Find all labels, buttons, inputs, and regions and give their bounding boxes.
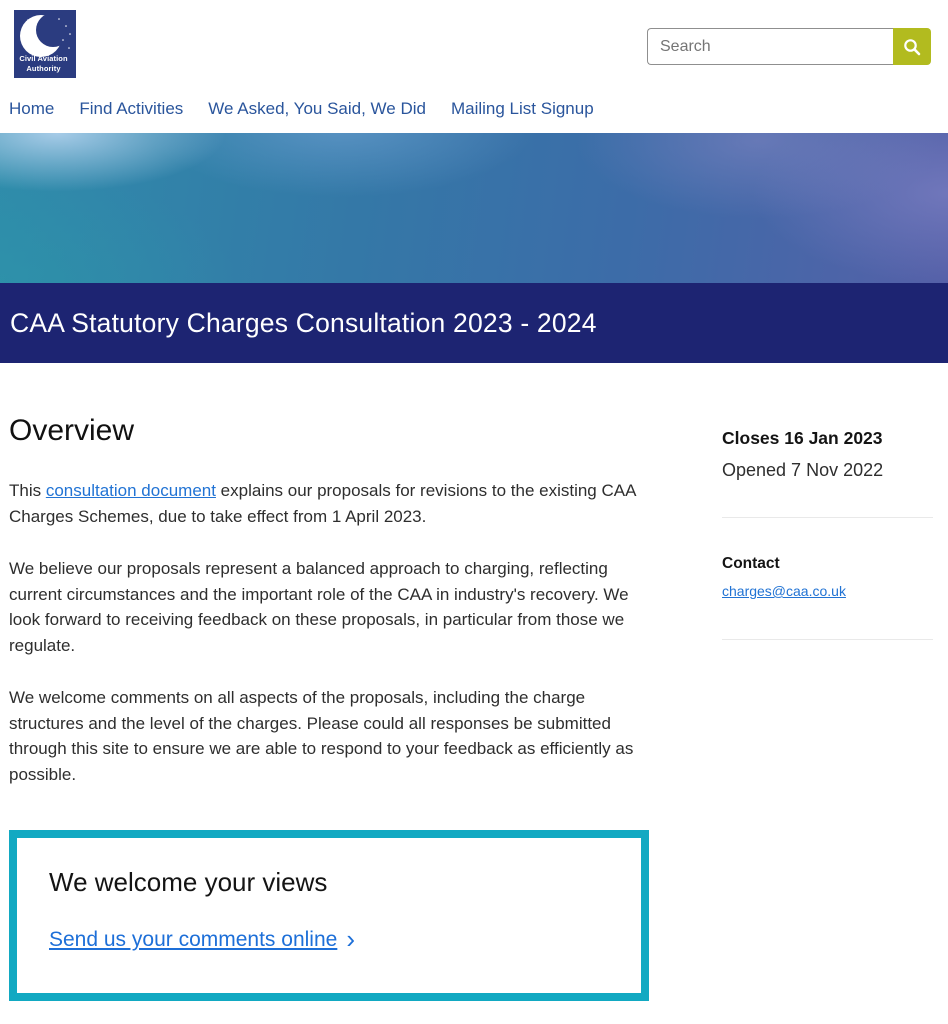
welcome-views-box: [9, 830, 649, 1001]
opened-date: Opened 7 Nov 2022: [722, 460, 884, 480]
sidebar-divider-2: [722, 639, 933, 640]
content-area: [0, 363, 948, 1001]
sidebar-divider-1: [722, 517, 933, 518]
contact-email-link[interactable]: charges@caa.co.uk: [722, 583, 846, 599]
title-banner: [0, 283, 948, 363]
nav-item-home[interactable]: Home: [9, 99, 55, 118]
welcome-views-heading: We welcome your views: [49, 867, 328, 897]
send-comments-link[interactable]: Send us your comments online: [49, 928, 338, 951]
search-icon: [903, 38, 921, 56]
search-button[interactable]: [893, 28, 931, 65]
paragraph-3: We welcome comments on all aspects of the proposals, including the charge structures and the level of the charges. Please could all responses be submitted through this site to ensure we are able to respond to your feedback as efficiently as possible.: [9, 688, 634, 784]
hero-sky-image: [0, 133, 948, 283]
logo-wordmark: Civil Aviation Authority: [19, 54, 68, 73]
closes-date: Closes 16 Jan 2023: [722, 428, 883, 448]
search-input[interactable]: [647, 28, 893, 65]
overview-heading: Overview: [9, 414, 135, 447]
nav-item-find-activities[interactable]: Find Activities: [79, 99, 184, 118]
search-bar: [647, 28, 931, 65]
nav-item-we-asked-you-said[interactable]: We Asked, You Said, We Did: [208, 99, 426, 118]
nav-item-mailing-list-signup[interactable]: Mailing List Signup: [450, 99, 594, 118]
paragraph-1-pre: This: [9, 481, 46, 500]
sidebar: [722, 363, 933, 1001]
page-title: CAA Statutory Charges Consultation 2023 - 2024: [10, 307, 597, 338]
main-column: [9, 363, 669, 1001]
site-header: [0, 0, 948, 133]
paragraph-2: We believe our proposals represent a balanced approach to charging, reflecting current circumstances and the important role of the CAA in industry's recovery. We look forward to receiving feedback on these proposals, in particular from those we regulate.: [9, 559, 629, 655]
contact-heading: Contact: [722, 555, 780, 572]
consultation-document-link[interactable]: consultation document: [45, 481, 216, 500]
paragraph-1-post: explains our proposals for revisions to the existing CAA Charges Schemes, due to take effect from 1 April 2023.: [9, 481, 636, 526]
paragraph-1: [9, 478, 664, 529]
caa-logo[interactable]: [14, 10, 76, 78]
chevron-right-icon[interactable]: ›: [346, 924, 355, 954]
main-nav: [9, 99, 594, 119]
